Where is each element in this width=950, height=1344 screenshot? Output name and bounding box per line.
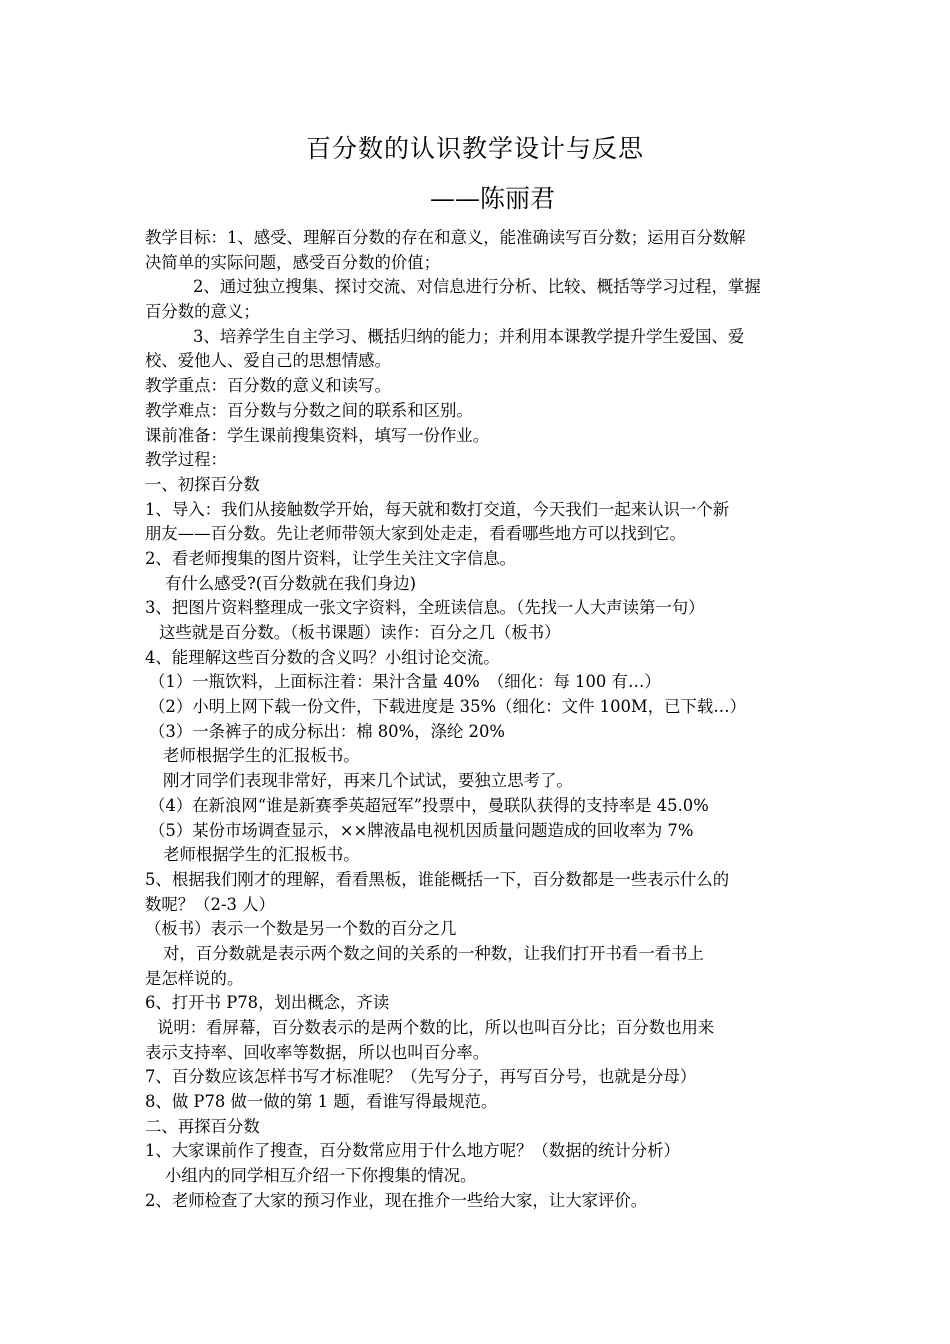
text-line: 教学过程：: [145, 450, 227, 470]
text-line: （3）一条裤子的成分标出：棉 80%，涤纶 20%: [149, 721, 505, 741]
text-line: 老师根据学生的汇报板书。: [163, 845, 360, 865]
text-line: 教学难点：百分数与分数之间的联系和区别。: [145, 400, 473, 420]
text-line: 4、能理解这些百分数的含义吗？小组讨论交流。: [145, 647, 500, 667]
text-line: 5、根据我们刚才的理解，看看黑板，谁能概括一下，百分数都是一些表示什么的: [145, 869, 730, 889]
text-line: 6、打开书 P78，划出概念，齐读: [145, 993, 390, 1013]
text-line: 百分数的意义；: [145, 302, 260, 322]
text-line: 数呢？（2-3 人）: [145, 894, 275, 914]
text-line: 是怎样说的。: [145, 968, 244, 988]
text-line: 1、导入：我们从接触数学开始，每天就和数打交道，今天我们一起来认识一个新: [145, 499, 730, 519]
text-line: 朋友——百分数。先让老师带领大家到处走走，看看哪些地方可以找到它。: [145, 524, 686, 544]
text-line: 3、把图片资料整理成一张文字资料，全班读信息。（先找一人大声读第一句）: [145, 598, 705, 618]
text-line: 2、看老师搜集的图片资料，让学生关注文字信息。: [145, 548, 517, 568]
text-line: 小组内的同学相互介绍一下你搜集的情况。: [165, 1166, 477, 1186]
document-body: [145, 226, 809, 1214]
text-line: 7、百分数应该怎样书写才标准呢？（先写分子，再写百分号，也就是分母）: [145, 1067, 697, 1087]
text-line: （1）一瓶饮料，上面标注着：果汁含量 40% （细化：每 100 有…）: [149, 672, 661, 692]
text-line: 这些就是百分数。（板书课题）读作：百分之几（板书）: [159, 623, 561, 642]
text-line: （5）某份市场调查显示，××牌液晶电视机因质量问题造成的回收率为 7%: [149, 820, 694, 840]
document-author: ——陈丽君: [430, 184, 556, 213]
text-line: 刚才同学们表现非常好，再来几个试试，要独立思考了。: [163, 771, 573, 791]
text-line: 一、初探百分数: [145, 474, 260, 494]
text-line: （板书）表示一个数是另一个数的百分之几: [145, 919, 457, 939]
text-line: （2）小明上网下载一份文件，下载进度是 35%（细化：文件 100M，已下载…）: [149, 697, 747, 717]
text-line: 2、老师检查了大家的预习作业，现在推介一些给大家，让大家评价。: [145, 1190, 648, 1210]
document-title: 百分数的认识教学设计与反思: [305, 134, 644, 163]
text-line: 教学重点：百分数的意义和读写。: [145, 376, 391, 396]
text-line: 老师根据学生的汇报板书。: [163, 746, 360, 766]
text-line: 8、做 P78 做一做的第 1 题，看谁写得最规范。: [145, 1092, 498, 1112]
text-line: 教学目标：1、感受、理解百分数的存在和意义，能准确读写百分数；运用百分数解: [145, 228, 746, 247]
text-line: 1、大家课前作了搜查，百分数常应用于什么地方呢？（数据的统计分析）: [145, 1141, 680, 1161]
text-line: 二、再探百分数: [145, 1116, 260, 1136]
text-line: 有什么感受?(百分数就在我们身边): [165, 573, 417, 593]
text-line: 2、通过独立搜集、探讨交流、对信息进行分析、比较、概括等学习过程，掌握: [193, 277, 761, 297]
text-line: 说明：看屏幕，百分数表示的是两个数的比，所以也叫百分比；百分数也用来: [157, 1018, 715, 1037]
text-line: 课前准备：学生课前搜集资料，填写一份作业。: [145, 425, 490, 445]
text-line: （4）在新浪网“谁是新赛季英超冠军”投票中，曼联队获得的支持率是 45.0%: [149, 795, 709, 815]
text-line: 决简单的实际问题，感受百分数的价值；: [145, 252, 441, 272]
text-line: 表示支持率、回收率等数据，所以也叫百分率。: [145, 1042, 490, 1062]
text-line: 3、培养学生自主学习、概括归纳的能力；并利用本课教学提升学生爱国、爱: [193, 326, 745, 346]
text-line: 校、爱他人、爱自己的思想情感。: [145, 351, 391, 371]
text-line: 对，百分数就是表示两个数之间的关系的一种数，让我们打开书看一看书上: [163, 943, 704, 963]
